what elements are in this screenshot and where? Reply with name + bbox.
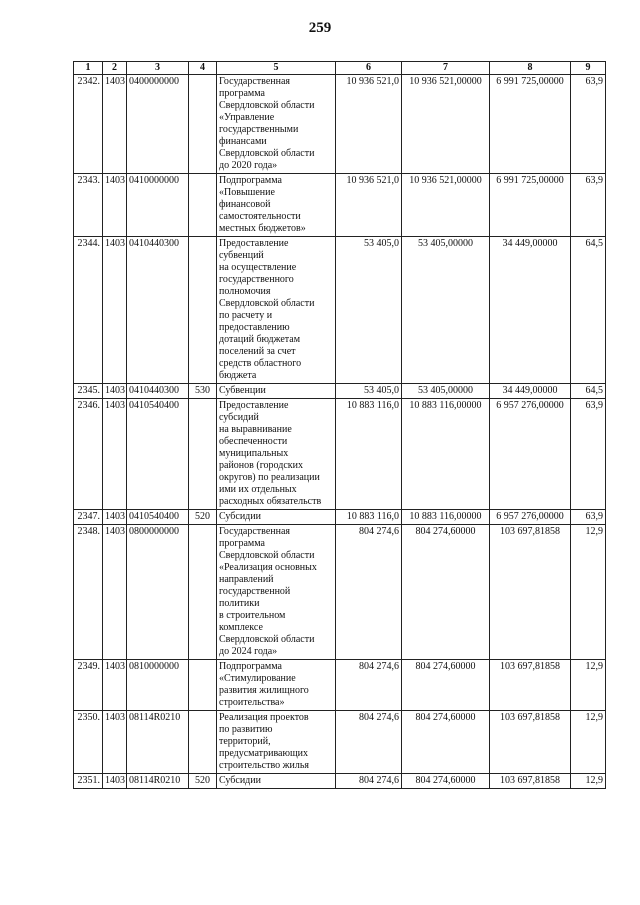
table-row xyxy=(74,174,606,237)
percent-col9: 63,9 xyxy=(571,510,606,525)
section-code: 1403 xyxy=(103,774,127,789)
target-code: 0410440300 xyxy=(127,237,189,384)
amount-col6: 53 405,0 xyxy=(336,237,402,384)
section-code: 1403 xyxy=(103,711,127,774)
section-code: 1403 xyxy=(103,399,127,510)
amount-col6: 804 274,6 xyxy=(336,525,402,660)
section-code: 1403 xyxy=(103,510,127,525)
item-name: Подпрограмма «Повышение финансовой самостоятельности местных бюджетов» xyxy=(217,174,336,237)
percent-col9: 12,9 xyxy=(571,660,606,711)
percent-col9: 63,9 xyxy=(571,75,606,174)
expense-type-code xyxy=(189,174,217,237)
amount-col6: 804 274,6 xyxy=(336,711,402,774)
item-name: Реализация проектов по развитию территорий, предусматривающих строительство жилья xyxy=(217,711,336,774)
expense-type-code xyxy=(189,75,217,174)
amount-col8: 103 697,81858 xyxy=(490,774,571,789)
table-row xyxy=(74,399,606,510)
expense-type-code xyxy=(189,525,217,660)
section-code: 1403 xyxy=(103,237,127,384)
item-name: Государственная программа Свердловской области «Реализация основных направлений государственной политики в строительном комплексе Свердловской области до 2024 года» xyxy=(217,525,336,660)
table-row xyxy=(74,510,606,525)
expense-type-code: 520 xyxy=(189,510,217,525)
amount-col6: 804 274,6 xyxy=(336,774,402,789)
target-code: 08114R0210 xyxy=(127,774,189,789)
amount-col8: 34 449,00000 xyxy=(490,384,571,399)
amount-col7: 804 274,60000 xyxy=(402,774,490,789)
row-number: 2347. xyxy=(74,510,103,525)
expense-type-code xyxy=(189,399,217,510)
percent-col9: 63,9 xyxy=(571,399,606,510)
amount-col7: 804 274,60000 xyxy=(402,660,490,711)
amount-col8: 6 991 725,00000 xyxy=(490,174,571,237)
column-header: 9 xyxy=(571,62,606,75)
amount-col8: 34 449,00000 xyxy=(490,237,571,384)
column-header: 4 xyxy=(189,62,217,75)
percent-col9: 64,5 xyxy=(571,237,606,384)
percent-col9: 12,9 xyxy=(571,774,606,789)
percent-col9: 12,9 xyxy=(571,525,606,660)
row-number: 2343. xyxy=(74,174,103,237)
item-name: Субсидии xyxy=(217,510,336,525)
expense-type-code: 520 xyxy=(189,774,217,789)
row-number: 2345. xyxy=(74,384,103,399)
row-number: 2344. xyxy=(74,237,103,384)
target-code: 0810000000 xyxy=(127,660,189,711)
section-code: 1403 xyxy=(103,660,127,711)
column-header: 8 xyxy=(490,62,571,75)
item-name: Предоставление субсидий на выравнивание обеспеченности муниципальных районов (городских округов) по реализации ими их отдельных расходных обязательств xyxy=(217,399,336,510)
row-number: 2350. xyxy=(74,711,103,774)
table-row xyxy=(74,384,606,399)
amount-col8: 6 957 276,00000 xyxy=(490,510,571,525)
amount-col7: 10 936 521,00000 xyxy=(402,174,490,237)
header-row xyxy=(74,62,606,75)
amount-col7: 10 883 116,00000 xyxy=(402,399,490,510)
item-name: Предоставление субвенций на осуществление государственного полномочия Свердловской области по расчету и предоставлению дотаций бюджетам поселений за счет средств областного бюджета xyxy=(217,237,336,384)
target-code: 08114R0210 xyxy=(127,711,189,774)
row-number: 2342. xyxy=(74,75,103,174)
column-header: 2 xyxy=(103,62,127,75)
amount-col6: 10 936 521,0 xyxy=(336,75,402,174)
table-row xyxy=(74,774,606,789)
section-code: 1403 xyxy=(103,384,127,399)
amount-col6: 10 936 521,0 xyxy=(336,174,402,237)
expense-type-code: 530 xyxy=(189,384,217,399)
column-header: 7 xyxy=(402,62,490,75)
table-row xyxy=(74,525,606,660)
percent-col9: 63,9 xyxy=(571,174,606,237)
target-code: 0410540400 xyxy=(127,399,189,510)
column-header: 6 xyxy=(336,62,402,75)
item-name: Подпрограмма «Стимулирование развития жилищного строительства» xyxy=(217,660,336,711)
section-code: 1403 xyxy=(103,75,127,174)
amount-col7: 53 405,00000 xyxy=(402,384,490,399)
table-row xyxy=(74,237,606,384)
amount-col8: 103 697,81858 xyxy=(490,711,571,774)
percent-col9: 64,5 xyxy=(571,384,606,399)
section-code: 1403 xyxy=(103,174,127,237)
amount-col6: 53 405,0 xyxy=(336,384,402,399)
table-row xyxy=(74,75,606,174)
target-code: 0410000000 xyxy=(127,174,189,237)
expense-type-code xyxy=(189,237,217,384)
row-number: 2346. xyxy=(74,399,103,510)
item-name: Субвенции xyxy=(217,384,336,399)
target-code: 0410440300 xyxy=(127,384,189,399)
expense-type-code xyxy=(189,711,217,774)
amount-col8: 6 957 276,00000 xyxy=(490,399,571,510)
amount-col7: 804 274,60000 xyxy=(402,525,490,660)
expense-type-code xyxy=(189,660,217,711)
amount-col8: 103 697,81858 xyxy=(490,525,571,660)
item-name: Государственная программа Свердловской области «Управление государственными финансами Свердловской области до 2020 года» xyxy=(217,75,336,174)
amount-col6: 10 883 116,0 xyxy=(336,510,402,525)
target-code: 0400000000 xyxy=(127,75,189,174)
amount-col8: 6 991 725,00000 xyxy=(490,75,571,174)
amount-col7: 10 936 521,00000 xyxy=(402,75,490,174)
amount-col7: 804 274,60000 xyxy=(402,711,490,774)
table-row xyxy=(74,660,606,711)
row-number: 2351. xyxy=(74,774,103,789)
target-code: 0410540400 xyxy=(127,510,189,525)
amount-col6: 10 883 116,0 xyxy=(336,399,402,510)
row-number: 2348. xyxy=(74,525,103,660)
section-code: 1403 xyxy=(103,525,127,660)
column-header: 1 xyxy=(74,62,103,75)
target-code: 0800000000 xyxy=(127,525,189,660)
page-number: 259 xyxy=(308,20,332,36)
amount-col7: 10 883 116,00000 xyxy=(402,510,490,525)
column-header: 5 xyxy=(217,62,336,75)
amount-col8: 103 697,81858 xyxy=(490,660,571,711)
budget-table xyxy=(73,61,606,789)
column-header: 3 xyxy=(127,62,189,75)
table-row xyxy=(74,711,606,774)
row-number: 2349. xyxy=(74,660,103,711)
percent-col9: 12,9 xyxy=(571,711,606,774)
amount-col7: 53 405,00000 xyxy=(402,237,490,384)
item-name: Субсидии xyxy=(217,774,336,789)
amount-col6: 804 274,6 xyxy=(336,660,402,711)
